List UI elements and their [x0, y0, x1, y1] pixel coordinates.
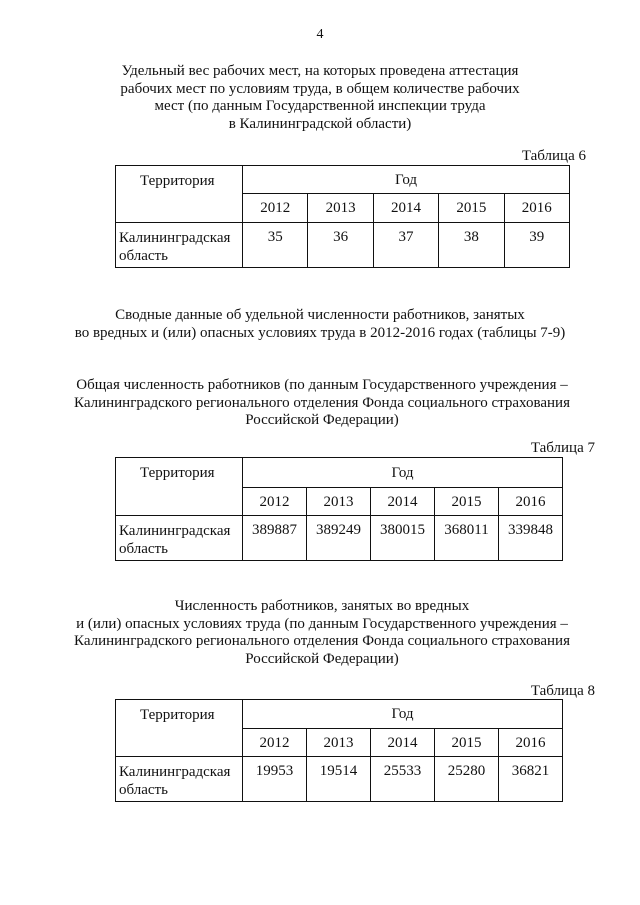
heading-table-8 [0, 598, 640, 668]
region-line: Калининградская [119, 764, 231, 780]
territory-header: Территория [116, 700, 243, 757]
year-cell: 2012 [243, 488, 307, 516]
heading-line: Российской Федерации) [245, 412, 399, 428]
value-cell: 339848 [499, 516, 563, 561]
table-8 [115, 699, 563, 802]
table-row [116, 757, 563, 802]
table-label-6: Таблица 6 [521, 148, 586, 164]
value-cell: 35 [243, 223, 308, 268]
heading-line: Российской Федерации) [245, 650, 399, 667]
year-header: Год [243, 458, 563, 488]
year-cell: 2014 [371, 488, 435, 516]
value-cell: 25280 [435, 757, 499, 802]
year-cell: 2012 [243, 194, 308, 223]
table-7 [115, 457, 563, 561]
value-cell: 19514 [307, 757, 371, 802]
heading-line: и (или) опасных условиях труда (по данным Государственного учреждения – [76, 615, 568, 632]
heading-line: Численность работников, занятых во вредных [174, 598, 470, 614]
value-cell: 25533 [371, 757, 435, 802]
value-cell: 38 [439, 223, 504, 268]
territory-header: Территория [116, 166, 243, 223]
year-cell: 2016 [504, 194, 569, 223]
value-cell: 36 [308, 223, 373, 268]
table-label-7: Таблица 7 [530, 440, 595, 456]
value-cell: 39 [504, 223, 569, 268]
region-cell [116, 757, 243, 802]
year-cell: 2015 [439, 194, 504, 223]
value-cell: 37 [373, 223, 438, 268]
year-cell: 2014 [373, 194, 438, 223]
year-cell: 2016 [499, 488, 563, 516]
value-cell: 19953 [243, 757, 307, 802]
page-number: 4 [316, 27, 324, 42]
heading-line: Сводные данные об удельной численности работников, занятых [115, 307, 525, 323]
heading-table-7 [0, 377, 640, 430]
year-cell: 2016 [499, 729, 563, 757]
value-cell: 389887 [243, 516, 307, 561]
region-line: область [119, 782, 168, 798]
year-cell: 2012 [243, 729, 307, 757]
year-cell: 2013 [307, 488, 371, 516]
region-cell [116, 516, 243, 561]
table-6 [115, 165, 570, 268]
heading-line: во вредных и (или) опасных условиях труда в 2012-2016 годах (таблицы 7-9) [74, 324, 566, 341]
region-line: Калининградская [119, 523, 231, 539]
region-cell [116, 223, 243, 268]
heading-table-6 [0, 63, 640, 133]
table-row [116, 223, 570, 268]
heading-line: Калининградского регионального отделения Фонда социального страхования [74, 394, 570, 411]
heading-line: Общая численность работников (по данным Государственного учреждения – [76, 377, 568, 393]
year-cell: 2015 [435, 729, 499, 757]
table-label-8: Таблица 8 [530, 683, 595, 699]
table-row [116, 516, 563, 561]
year-cell: 2014 [371, 729, 435, 757]
value-cell: 368011 [435, 516, 499, 561]
heading-line: Калининградского регионального отделения Фонда социального страхования [74, 633, 570, 649]
summary-heading [0, 307, 640, 342]
year-header: Год [243, 700, 563, 729]
heading-line: в Калининградской области) [228, 115, 412, 132]
region-line: область [119, 541, 168, 557]
value-cell: 36821 [499, 757, 563, 802]
year-cell: 2015 [435, 488, 499, 516]
heading-line: мест (по данным Государственной инспекции труда [154, 98, 486, 114]
heading-line: Удельный вес рабочих мест, на которых проведена аттестация [121, 63, 519, 79]
heading-line: рабочих мест по условиям труда, в общем количестве рабочих [120, 80, 520, 97]
year-cell: 2013 [307, 729, 371, 757]
year-cell: 2013 [308, 194, 373, 223]
region-line: область [119, 248, 168, 264]
value-cell: 389249 [307, 516, 371, 561]
territory-header: Территория [116, 458, 243, 516]
year-header: Год [243, 166, 570, 194]
region-line: Калининградская [119, 230, 231, 246]
value-cell: 380015 [371, 516, 435, 561]
